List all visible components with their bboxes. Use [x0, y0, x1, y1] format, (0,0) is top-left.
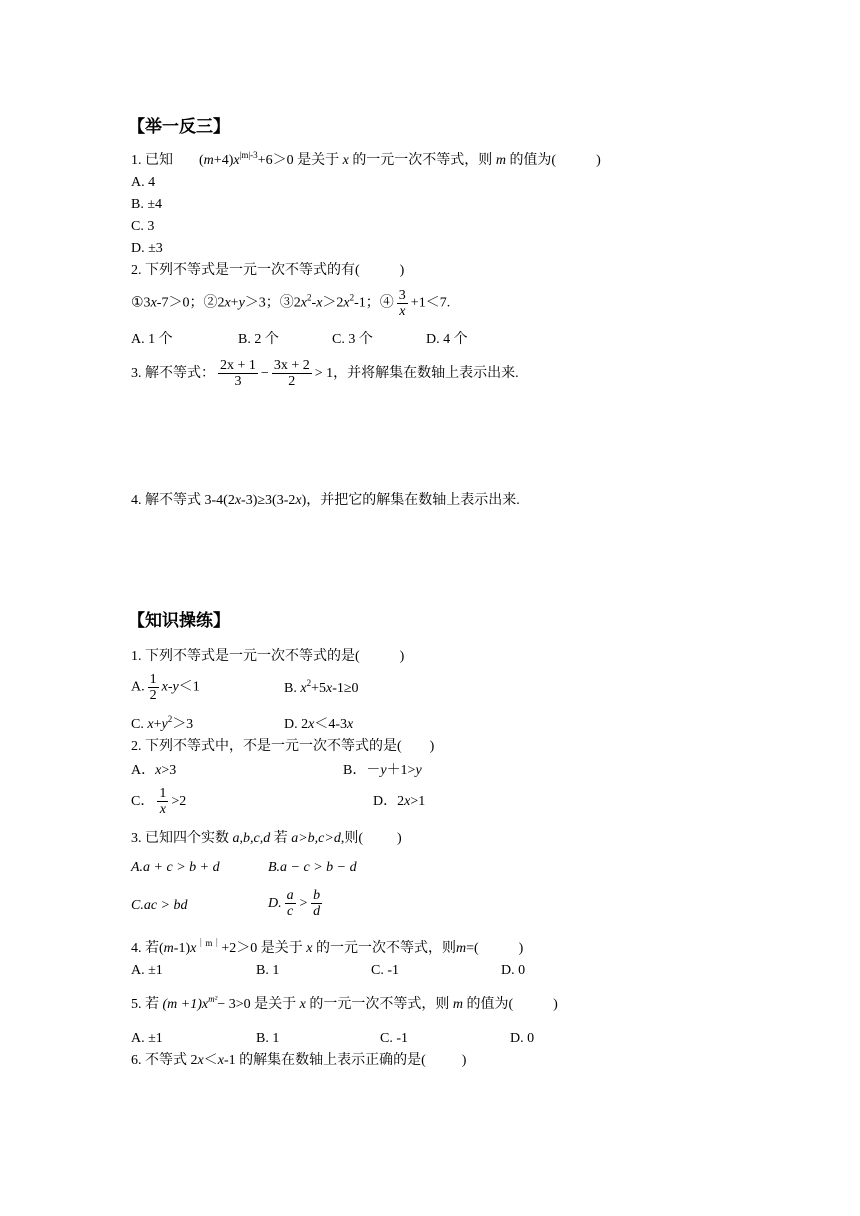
option-b: B. ±4: [131, 197, 163, 212]
denominator: 2: [288, 374, 296, 390]
q-close: ): [553, 997, 558, 1012]
exponent: 2: [349, 292, 355, 303]
var: x: [197, 1053, 204, 1068]
numerator: 3: [398, 288, 406, 303]
q-stem: 2. 下列不等式中，不是一元一次不等式的是(: [131, 739, 402, 754]
q-close: ): [461, 1053, 467, 1068]
exponent: m²: [208, 994, 218, 1004]
option-d: D. 0: [510, 1031, 535, 1046]
var: m: [203, 153, 214, 168]
q-stem: =(: [466, 941, 479, 956]
expr: ＞3: [172, 717, 194, 732]
op: −: [260, 366, 269, 381]
numerator: 2x + 1: [220, 358, 256, 374]
q-stem: ,则(: [340, 831, 363, 846]
option-b: B. 1: [256, 1031, 280, 1046]
question-2-1: [131, 648, 404, 666]
var: a,b,c,d: [232, 831, 271, 846]
q-stem: ＜: [203, 1053, 218, 1068]
q-close: ): [429, 739, 435, 754]
expr: >2: [171, 794, 187, 809]
denominator: x: [159, 802, 166, 818]
opt-label: B．－: [343, 763, 381, 778]
var: x: [155, 763, 162, 778]
var: x: [404, 794, 411, 809]
option-d: [284, 716, 353, 734]
fraction: [397, 288, 408, 319]
q-stem: 2. 下列不等式是一元一次不等式的有(: [131, 263, 360, 278]
item: ＞3；③2: [244, 295, 301, 311]
option-b: [284, 680, 359, 698]
question-1-3: [131, 356, 519, 392]
expr: +: [153, 717, 162, 732]
q-stem: -3)≥3(3-2: [241, 493, 296, 508]
option-c: [131, 716, 193, 734]
fraction: [218, 358, 258, 389]
option-c: C. -1: [380, 1031, 408, 1046]
var: x: [342, 153, 349, 168]
exponent: |m|-3: [239, 150, 258, 160]
option-c: C.ac > bd: [131, 898, 188, 913]
question-1-4: [131, 492, 520, 510]
expr: ＜1: [178, 679, 200, 695]
option-c: C. 3: [131, 219, 155, 234]
var: x: [233, 153, 240, 168]
question-1-2: [131, 262, 404, 280]
var: x: [325, 681, 333, 696]
item: -7＞0；②2: [156, 295, 225, 311]
numerator: 1: [159, 786, 167, 802]
expr: +5: [311, 681, 326, 696]
opt-label: C．: [131, 794, 155, 809]
exponent: 2: [306, 678, 312, 688]
numerator: 3x + 2: [273, 358, 310, 374]
expr: ＋1>: [386, 763, 416, 778]
fraction: [157, 786, 168, 817]
question-2-6: [131, 1052, 466, 1070]
q-stem: )，并把它的解集在数轴上表示出来.: [301, 493, 520, 508]
exponent: 2: [307, 292, 312, 303]
option-d: D. 4 个: [426, 332, 468, 347]
fraction: [148, 672, 159, 703]
expr: − 3>0: [217, 997, 251, 1012]
op: > 1: [314, 366, 334, 381]
q-stem: +2＞0 是关于: [221, 941, 303, 956]
var: x: [343, 295, 350, 311]
option-a: A. ±1: [131, 963, 163, 978]
exponent: ｜m｜: [196, 938, 222, 948]
option-a: [131, 762, 176, 780]
var: y: [172, 679, 179, 695]
option-d: [373, 793, 425, 811]
var: y: [238, 295, 245, 311]
var: x: [347, 717, 354, 732]
option-d: D. ±3: [131, 241, 163, 256]
var: x: [308, 717, 315, 732]
var: x: [147, 717, 154, 732]
expr: (: [199, 153, 204, 168]
expr: 的一元一次不等式，则: [352, 153, 493, 168]
var: x: [295, 493, 302, 508]
var: x: [299, 997, 306, 1012]
option-d: D. 0: [501, 963, 526, 978]
opt-label: A.: [131, 679, 145, 695]
var: m: [452, 997, 463, 1012]
opt-label: C.: [131, 717, 144, 732]
var: m: [495, 153, 506, 168]
opt-label: B.: [284, 681, 297, 696]
question-1-1: [131, 152, 601, 170]
q-close: ): [399, 649, 405, 664]
option-a: A.a + c > b + d: [131, 860, 220, 875]
fraction: [311, 888, 322, 919]
fraction: [272, 358, 312, 389]
numerator: 1: [149, 672, 157, 687]
var: m: [163, 941, 174, 956]
option-c: [131, 784, 186, 820]
opt-label: D. 2: [284, 717, 309, 732]
q-tail: ，并将解集在数轴上表示出来.: [333, 366, 519, 381]
q-close: ): [397, 831, 402, 846]
option-a: A. 4: [131, 175, 156, 190]
exponent: 2: [167, 714, 173, 724]
question-2-5: [131, 996, 558, 1014]
var: x: [300, 295, 308, 311]
option-a: [131, 672, 200, 703]
option-c: C. -1: [371, 963, 399, 978]
denominator: 3: [234, 374, 242, 390]
q-stem: -1 的解集在数轴上表示正确的是(: [223, 1053, 426, 1068]
var: x: [300, 681, 307, 696]
item: ＞2: [322, 295, 344, 311]
item: +: [230, 295, 239, 311]
q-stem: 6. 不等式 2: [131, 1053, 198, 1068]
expr: >3: [161, 763, 177, 778]
var: x: [234, 493, 242, 508]
q-close: ): [399, 263, 405, 278]
option-b: B. 1: [256, 963, 280, 978]
option-a: A. ±1: [131, 1031, 163, 1046]
question-1-2-items: [131, 288, 450, 319]
expr: ＜4-3: [314, 717, 348, 732]
option-b: B.a − c > b − d: [268, 860, 357, 875]
var: x: [217, 1053, 224, 1068]
item: +1＜7.: [410, 295, 451, 311]
q-stem: -1): [173, 941, 191, 956]
q-stem: 5. 若: [131, 997, 159, 1012]
q-close: ): [518, 941, 524, 956]
option-c: C. 3 个: [332, 332, 373, 347]
expr: >1: [410, 794, 426, 809]
opt-label: D.: [268, 896, 282, 911]
expr: ): [596, 153, 601, 168]
expr: -: [167, 679, 173, 695]
fraction: [285, 888, 296, 919]
var: m: [455, 941, 467, 956]
var: x: [224, 295, 231, 311]
q-stem: 3. 解不等式：: [131, 366, 215, 381]
question-2-3: [131, 830, 402, 848]
section-heading-1: 【举一反三】: [128, 117, 230, 136]
section-heading-2: 【知识操练】: [128, 611, 230, 630]
expr: (m +1)x: [162, 997, 209, 1012]
question-2-2: [131, 738, 434, 756]
opt-label: A．: [131, 763, 156, 778]
q-stem: 的值为(: [466, 997, 514, 1012]
denominator: 2: [149, 688, 157, 703]
q-stem: 4. 若(: [131, 941, 164, 956]
option-d: [268, 884, 325, 924]
var: y: [380, 763, 387, 778]
expr: +6＞0 是关于: [257, 153, 340, 168]
var: x: [190, 941, 197, 956]
var: x: [150, 295, 157, 311]
expr: 的值为(: [509, 153, 557, 168]
option-a: A. 1 个: [131, 332, 173, 347]
q-stem: 若: [273, 831, 288, 846]
item: ①3: [131, 295, 151, 311]
expr: -1≥0: [332, 681, 359, 696]
var: y: [161, 717, 168, 732]
item: -1；④: [354, 295, 394, 311]
denominator: x: [399, 304, 406, 319]
numerator: a: [286, 888, 294, 904]
expr: +4): [213, 153, 234, 168]
denominator: d: [313, 904, 321, 920]
item: -: [311, 295, 317, 311]
q-stem: 4. 解不等式 3-4(2: [131, 493, 235, 508]
var: y: [415, 763, 422, 778]
q-stem: 的一元一次不等式，则: [309, 997, 450, 1012]
q-stem: 的一元一次不等式，则: [315, 941, 456, 956]
option-b: B. 2 个: [238, 332, 279, 347]
q-stem: 是关于: [254, 997, 297, 1012]
q-number: 1. 已知: [131, 153, 173, 168]
q-stem: 3. 已知四个实数: [131, 831, 229, 846]
var: x: [161, 679, 168, 695]
q-stem: 1. 下列不等式是一元一次不等式的是(: [131, 649, 360, 664]
var: a>b,c>d: [291, 831, 341, 846]
question-2-4: [131, 940, 523, 958]
opt-label: D．2: [373, 794, 405, 809]
numerator: b: [313, 888, 321, 904]
var: x: [316, 295, 323, 311]
var: x: [306, 941, 313, 956]
option-b: [343, 762, 422, 780]
denominator: c: [287, 904, 294, 920]
op: >: [298, 896, 309, 911]
